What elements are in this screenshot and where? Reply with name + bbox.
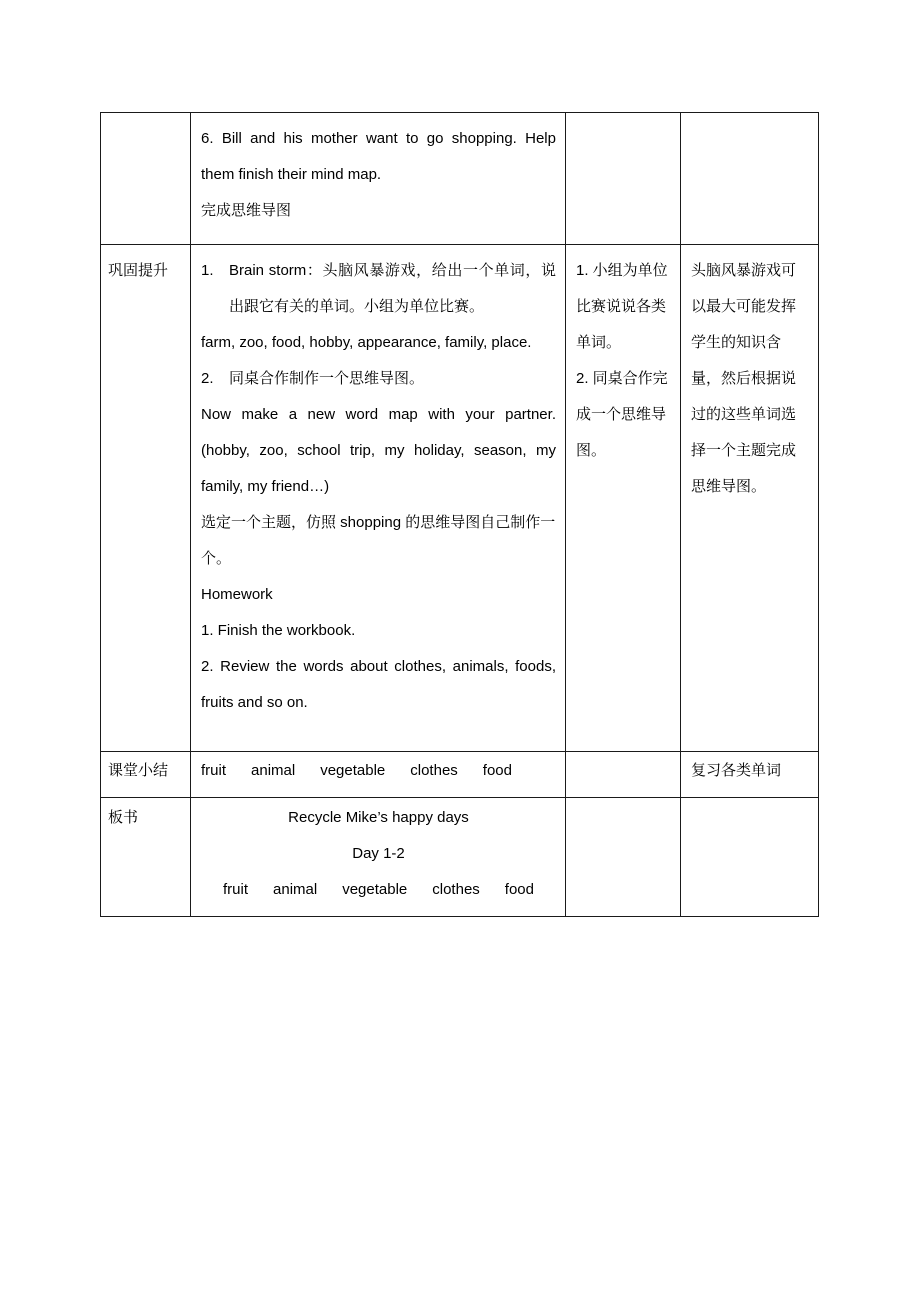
stage-label: 巩固提升 xyxy=(108,262,169,279)
lesson-plan-table xyxy=(100,112,819,917)
word-list: farm, zoo, food, hobby, appearance, family, place. xyxy=(201,334,532,351)
homework-heading: Homework xyxy=(201,586,273,603)
summary-word-list: fruit animal vegetable clothes food xyxy=(201,762,512,779)
stage-label: 板书 xyxy=(108,809,139,826)
table-row-consolidation xyxy=(101,245,819,752)
stage-cell-summary xyxy=(101,752,191,798)
homework-item2: 2. Review the words about clothes, animals, foods, fruits and so on. xyxy=(201,658,556,711)
student-activity-cell-empty xyxy=(566,113,681,245)
blackboard-title: Recycle Mike’s happy days xyxy=(288,809,469,826)
design-intent-cell xyxy=(681,245,819,752)
design-intent-cell-empty xyxy=(681,798,819,917)
stage-cell-blackboard xyxy=(101,798,191,917)
teaching-activity-cell xyxy=(191,245,566,752)
activity-item2 xyxy=(201,361,556,397)
table-row-summary xyxy=(101,752,819,798)
stage-cell-empty xyxy=(101,113,191,245)
student-activity-cell-empty xyxy=(566,798,681,917)
student-activity-item1: 1. 小组为单位比赛说说各类单词。 xyxy=(576,262,668,351)
table-row-blackboard xyxy=(101,798,819,917)
design-intent-cell xyxy=(681,752,819,798)
choose-topic-instruction: 选定一个主题，仿照 shopping 的思维导图自己制作一个。 xyxy=(201,514,556,567)
activity-item2-text: 同桌合作制作一个思维导图。 xyxy=(229,370,425,387)
blackboard-subtitle: Day 1-2 xyxy=(352,845,405,862)
activity-step6-text: 6. Bill and his mother want to go shopping. Help them finish their mind map. xyxy=(201,130,556,183)
table-row-continuation xyxy=(101,113,819,245)
activity-item1-text: Brain storm：头脑风暴游戏，给出一个单词，说出跟它有关的单词。小组为单位比赛。 xyxy=(229,262,556,315)
homework-item1: 1. Finish the workbook. xyxy=(201,622,356,639)
partner-instruction: Now make a new word map with your partner. (hobby, zoo, school trip, my holiday, season, my family, my friend…) xyxy=(201,406,556,495)
design-intent-text: 头脑风暴游戏可以最大可能发挥学生的知识含量，然后根据说过的这些单词选择一个主题完成思维导图。 xyxy=(691,262,797,495)
design-intent-cell-empty xyxy=(681,113,819,245)
student-activity-cell xyxy=(566,245,681,752)
teaching-activity-cell xyxy=(191,752,566,798)
stage-cell-consolidation xyxy=(101,245,191,752)
list-number: 1. xyxy=(201,262,214,279)
blackboard-word-list: fruit animal vegetable clothes food xyxy=(223,881,534,898)
list-number: 2. xyxy=(201,370,214,387)
activity-item1 xyxy=(201,253,556,325)
stage-label: 课堂小结 xyxy=(108,762,169,779)
design-intent-text: 复习各类单词 xyxy=(691,762,782,779)
activity-step6-cn: 完成思维导图 xyxy=(201,202,292,219)
student-activity-cell-empty xyxy=(566,752,681,798)
student-activity-item2: 2. 同桌合作完成一个思维导图。 xyxy=(576,370,668,459)
blackboard-design-cell xyxy=(191,798,566,917)
teaching-activity-cell xyxy=(191,113,566,245)
